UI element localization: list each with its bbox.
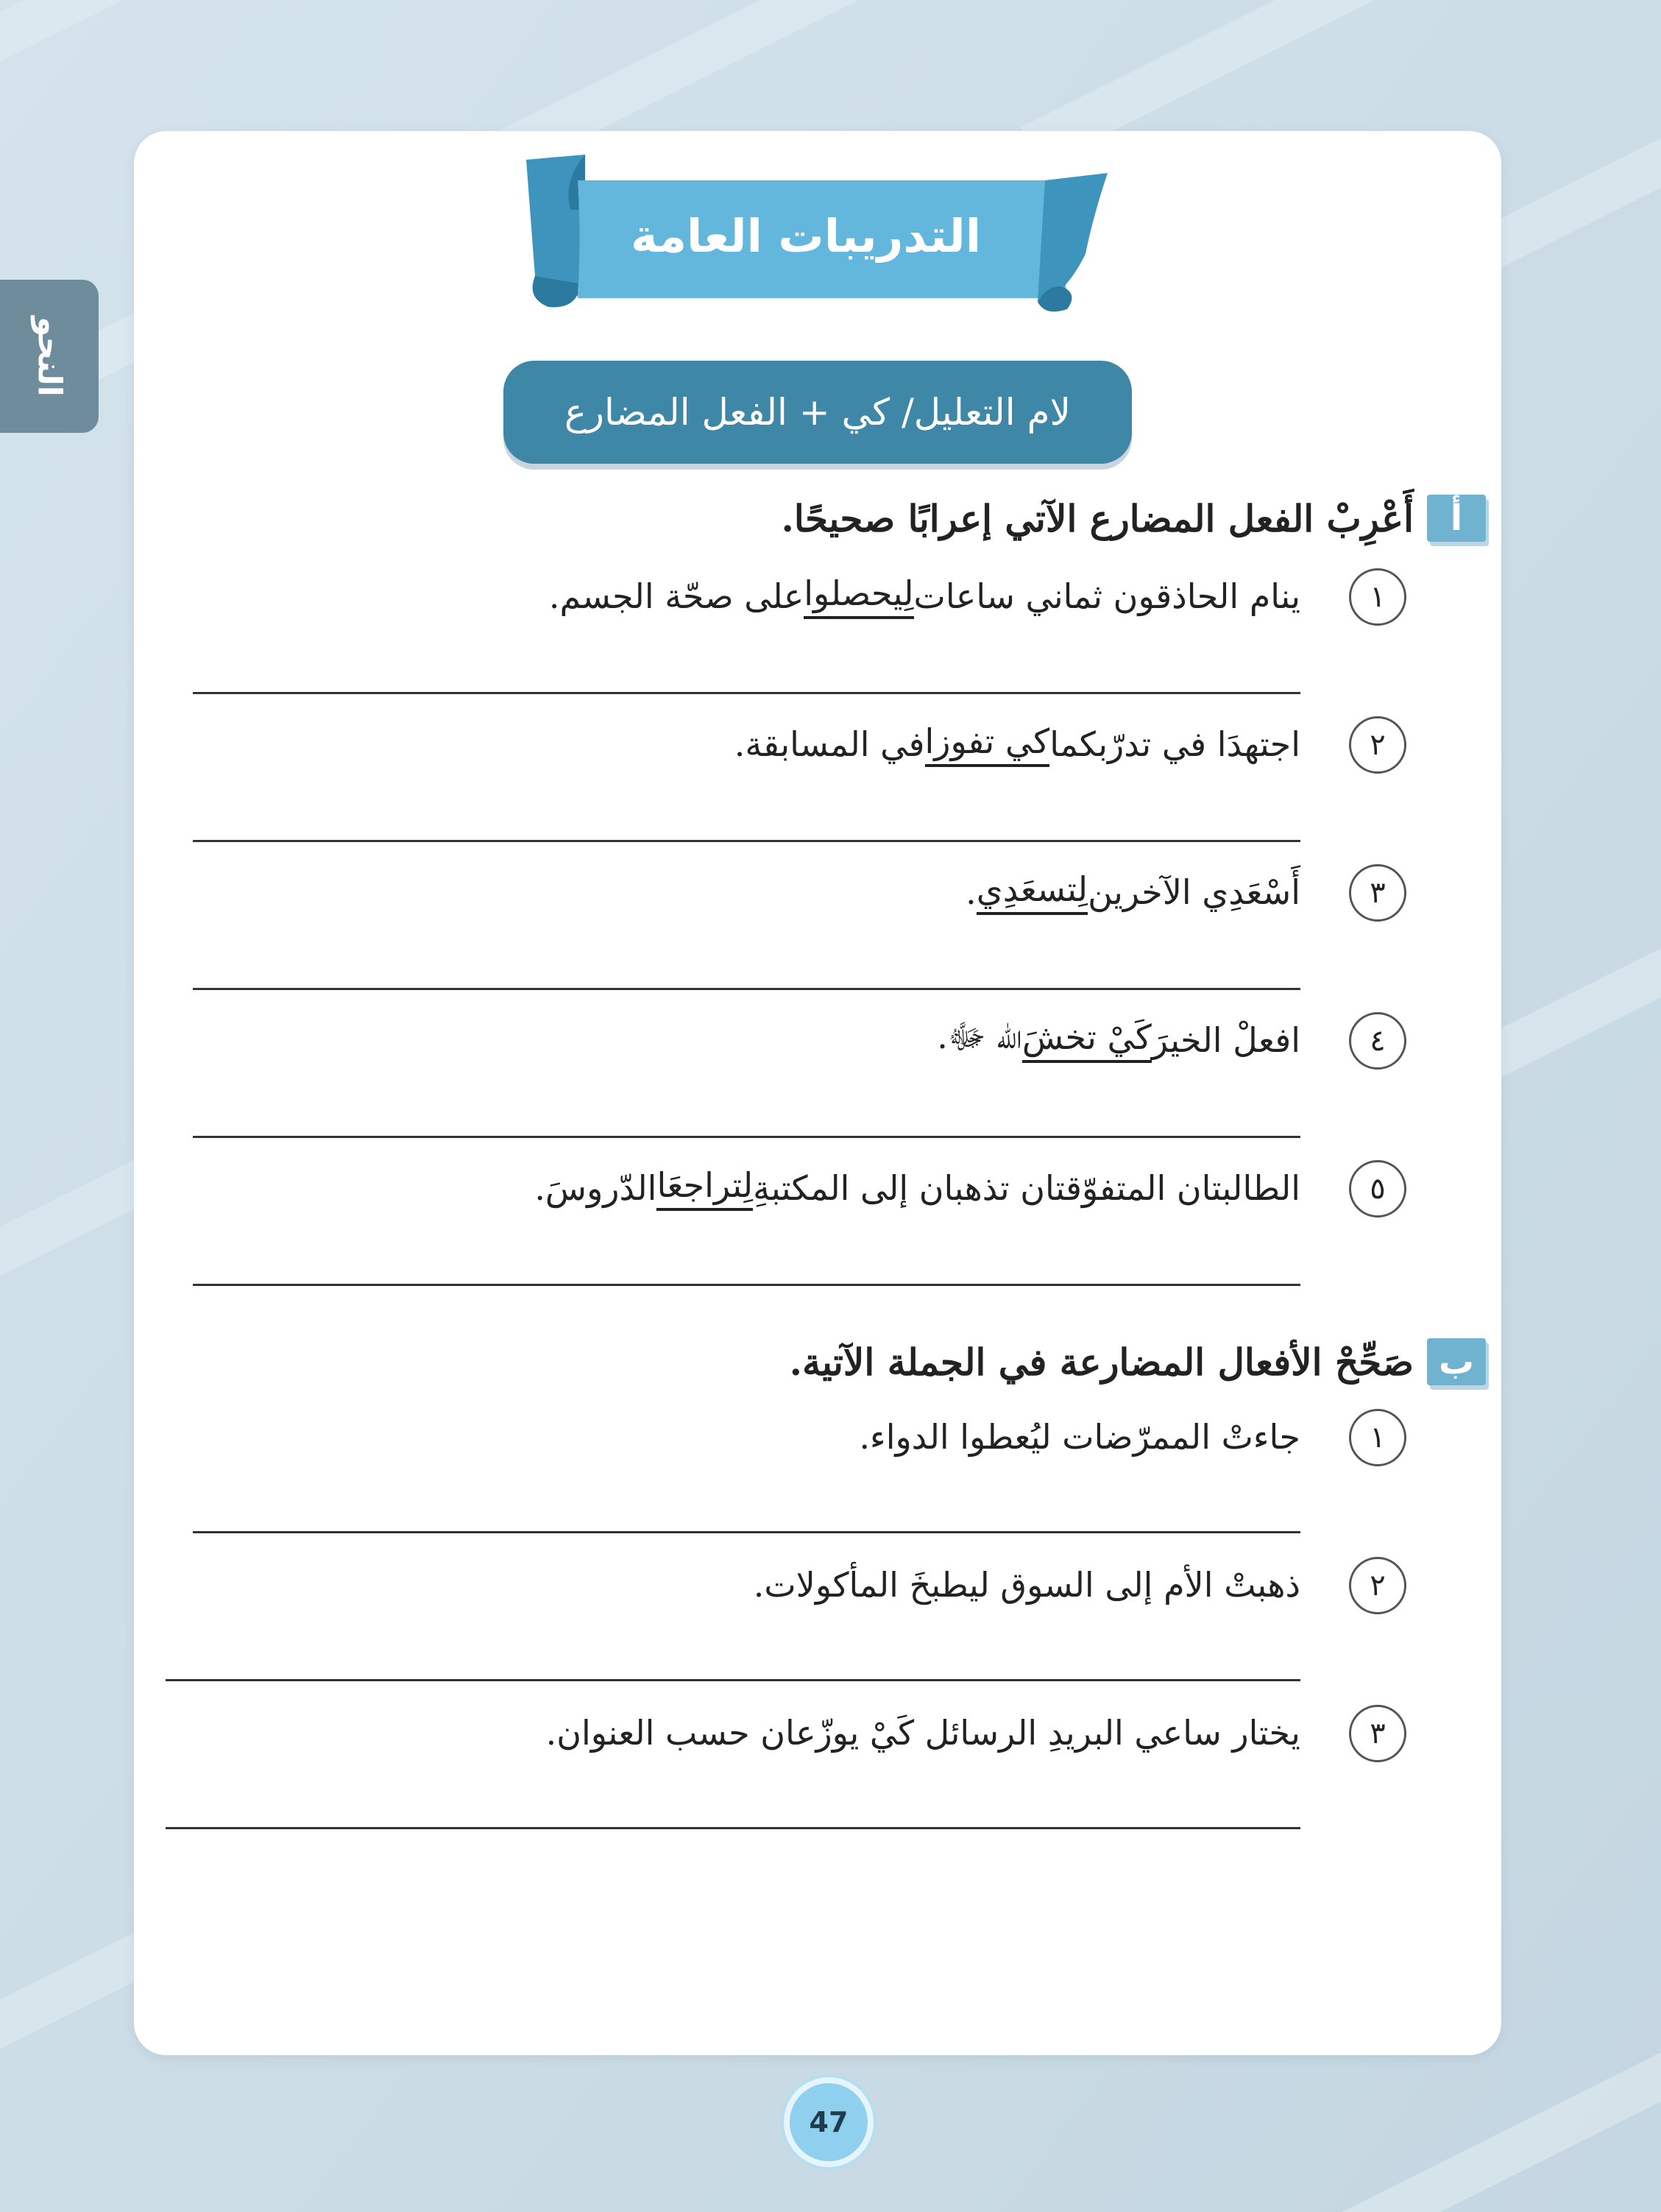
answer-line[interactable] — [193, 1531, 1300, 1533]
section-a-badge: أ — [1427, 495, 1486, 542]
underlined-verb: لِتراجعَا — [656, 1165, 753, 1211]
item-sentence: ذهبتْ الأم إلى السوق ليطبخَ المأكولات. — [753, 1565, 1300, 1605]
section-b-item-2 — [0, 1557, 1661, 1616]
subject-label: النحو — [30, 316, 68, 397]
section-b-header — [790, 1338, 1486, 1385]
section-a-instruction: أَعْرِبْ الفعل المضارع الآتي إعرابًا صحيحًا. — [781, 496, 1414, 540]
answer-line[interactable] — [193, 1284, 1300, 1286]
section-a-item-2 — [0, 716, 1661, 775]
item-number: ٢ — [1349, 1557, 1406, 1614]
page-title: التدريبات العامة — [631, 208, 981, 263]
underlined-verb: كي تفوزا — [925, 721, 1050, 767]
item-sentence: جاءتْ الممرّضات ليُعطوا الدواء. — [859, 1417, 1300, 1457]
underlined-verb: كَيْ تخشَ — [1022, 1017, 1152, 1063]
item-sentence: الطالبتان المتفوّقتان تذهبان إلى المكتبةِ لِتراجعَا الدّروسَ. — [534, 1160, 1300, 1216]
section-b-item-1 — [0, 1409, 1661, 1468]
item-number: ٥ — [1349, 1160, 1406, 1218]
item-sentence: ينام الحاذقون ثماني ساعات لِيحصلوا على صحّة الجسم. — [549, 568, 1300, 624]
section-b-badge: ب — [1427, 1338, 1486, 1385]
item-sentence: يختار ساعي البريدِ الرسائل كَيْ يوزّعان حسب العنوان. — [545, 1713, 1300, 1753]
answer-line[interactable] — [166, 1827, 1300, 1829]
section-a-header — [781, 495, 1486, 542]
answer-line[interactable] — [166, 1679, 1300, 1681]
item-number: ٢ — [1349, 716, 1406, 774]
item-sentence: افعلْ الخيرَ كَيْ تخشَ الله ﷻ. — [937, 1012, 1300, 1068]
item-sentence: اجتهدَا في تدرّبكما كي تفوزا في المسابقة. — [734, 716, 1300, 772]
underlined-verb: لِيحصلوا — [804, 573, 913, 619]
answer-line[interactable] — [193, 840, 1300, 842]
item-number: ٤ — [1349, 1012, 1406, 1070]
section-b-item-3 — [0, 1705, 1661, 1764]
item-number: ٣ — [1349, 864, 1406, 922]
answer-line[interactable] — [193, 1136, 1300, 1138]
item-number: ٣ — [1349, 1705, 1406, 1762]
section-a-item-1 — [0, 568, 1661, 627]
topic-banner: لام التعليل/ كي + الفعل المضارع — [503, 361, 1132, 464]
subject-side-tab[interactable] — [0, 280, 99, 433]
underlined-verb: لِتسعَدِي — [977, 869, 1088, 915]
answer-line[interactable] — [193, 692, 1300, 694]
section-a-item-5 — [0, 1160, 1661, 1219]
title-ribbon — [519, 151, 1115, 320]
page-number: 47 — [784, 2077, 874, 2167]
answer-line[interactable] — [193, 988, 1300, 990]
section-b-instruction: صَحِّحْ الأفعال المضارعة في الجملة الآتية. — [789, 1340, 1414, 1384]
section-a-item-4 — [0, 1012, 1661, 1071]
item-number: ١ — [1349, 568, 1406, 626]
item-number: ١ — [1349, 1409, 1406, 1466]
item-sentence: أَسْعَدِي الآخرين لِتسعَدِي . — [966, 864, 1300, 920]
section-a-item-3 — [0, 864, 1661, 923]
